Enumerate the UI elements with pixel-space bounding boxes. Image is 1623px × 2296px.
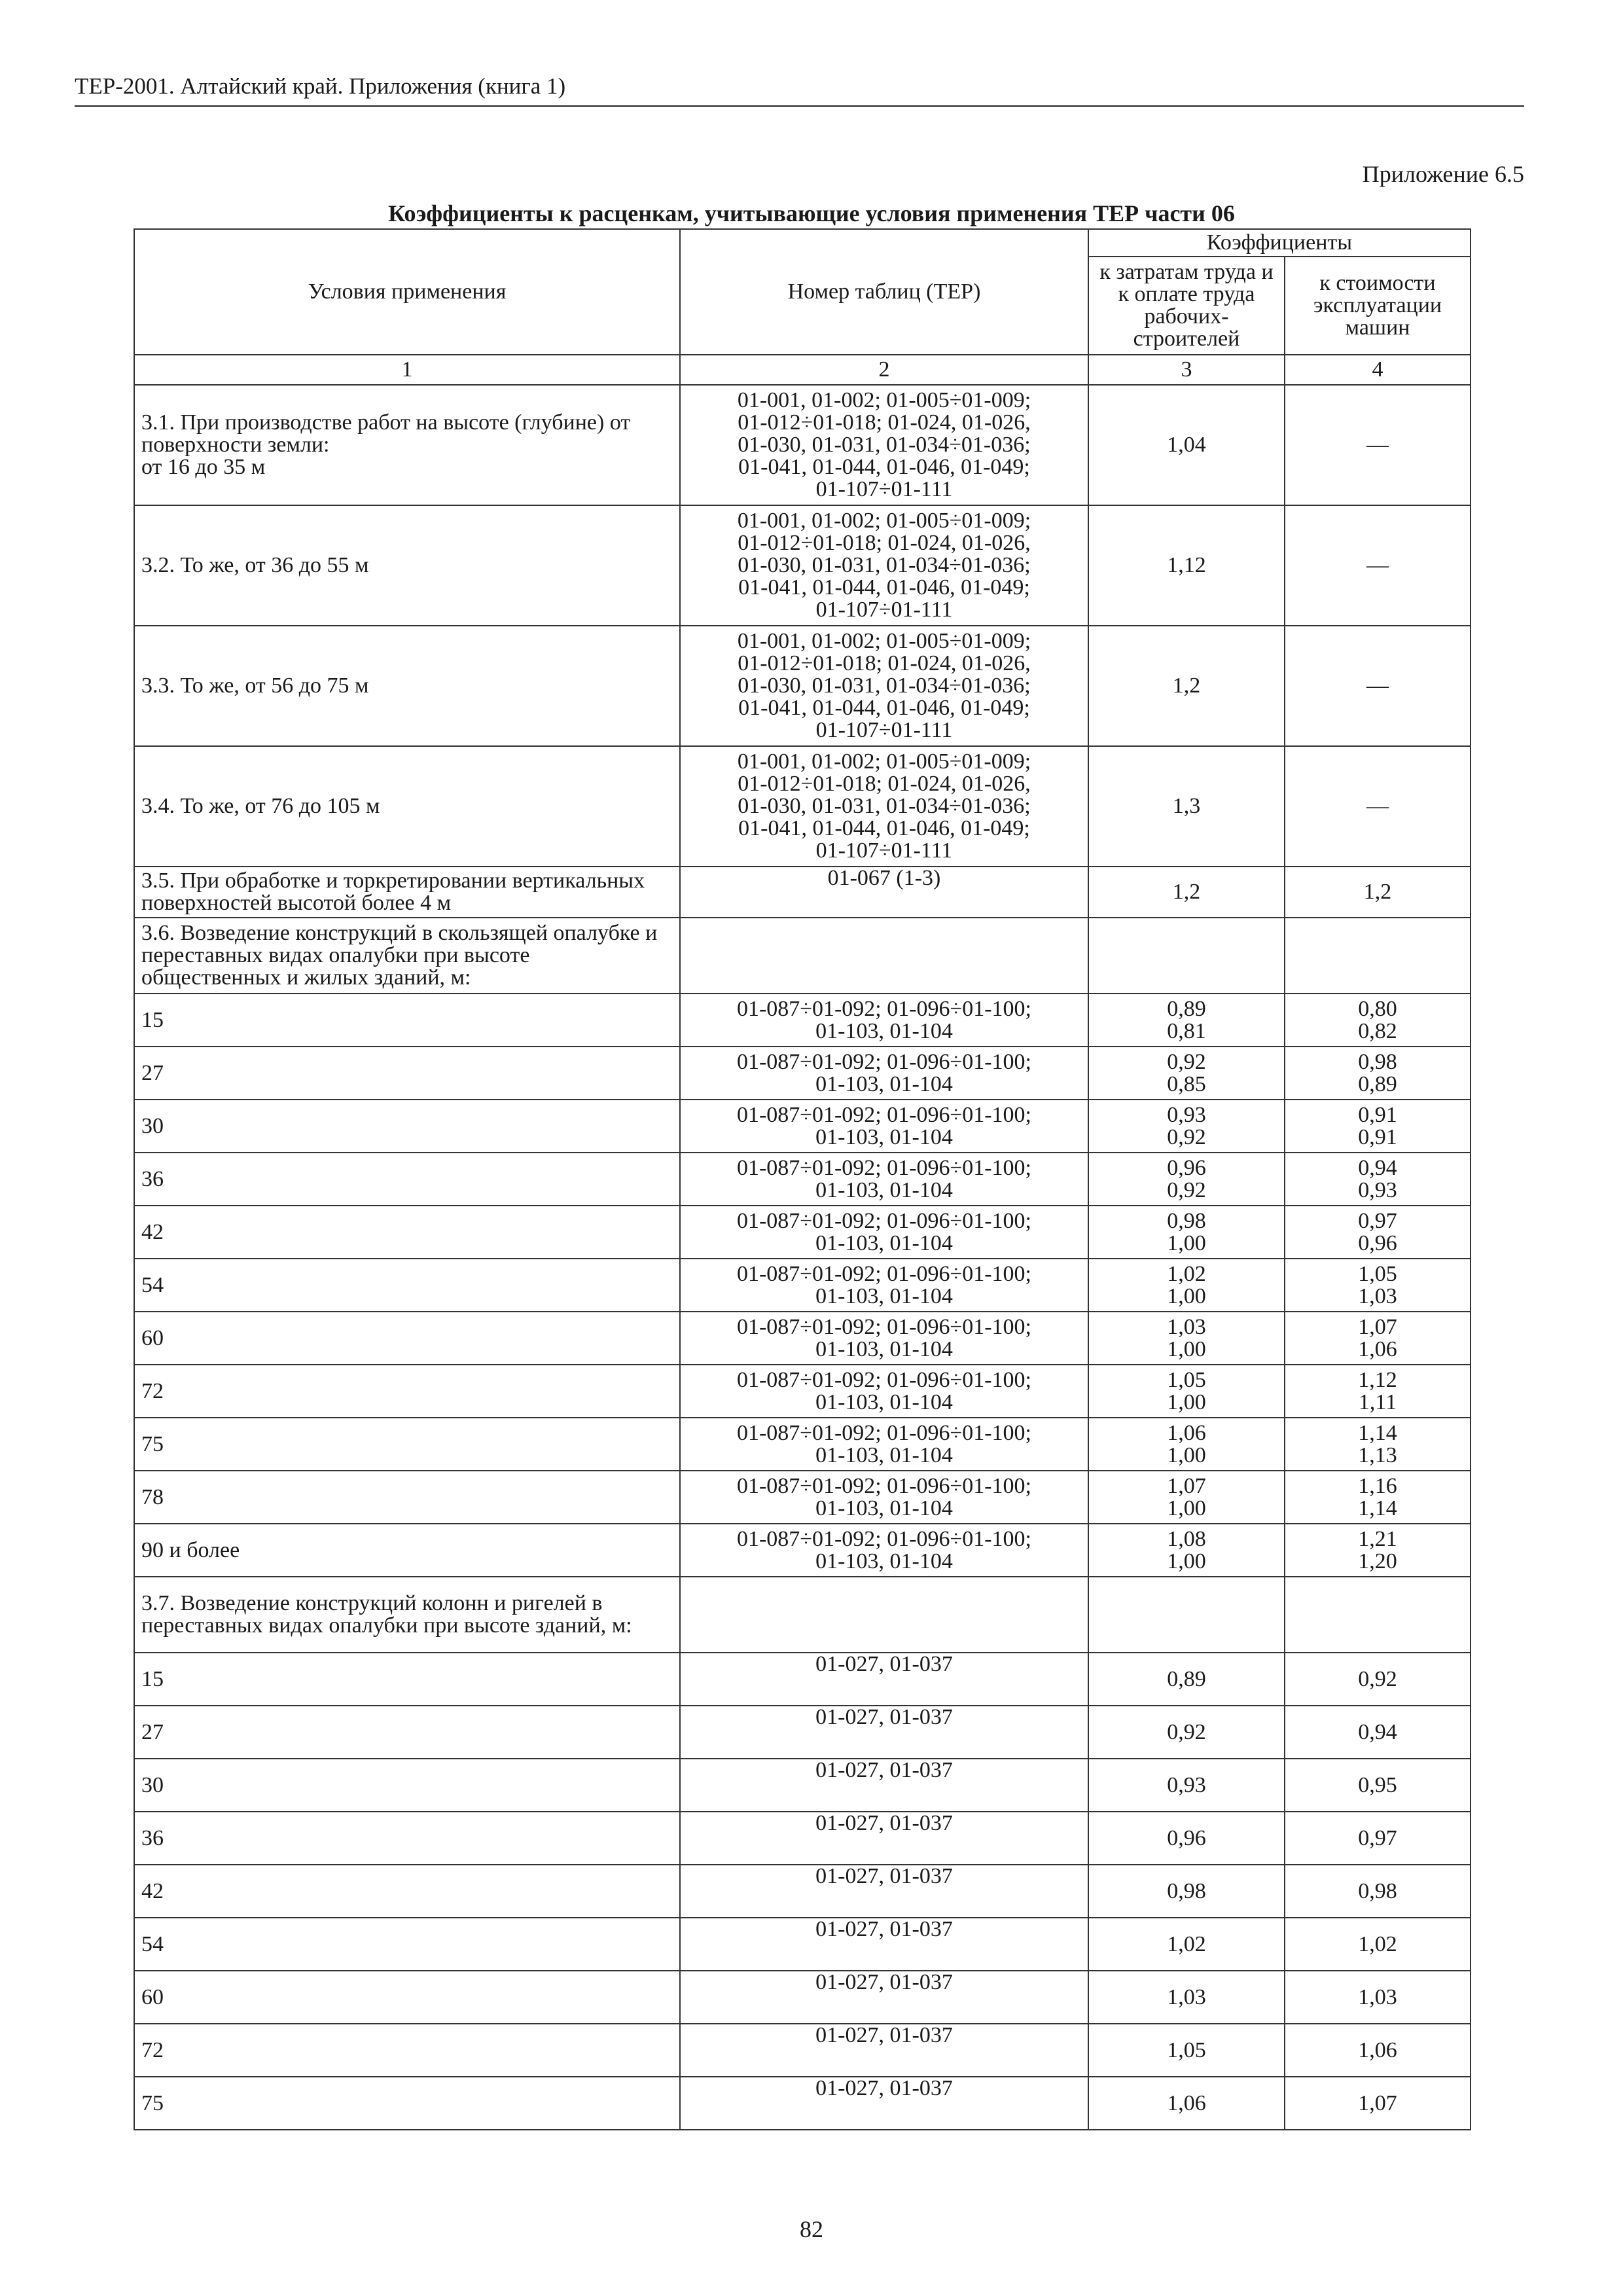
machines-coefficient-cell: 0,98: [1285, 1865, 1471, 1918]
labor-coefficient-cell: 0,93 0,92: [1088, 1100, 1285, 1153]
condition-cell: 15: [134, 994, 680, 1047]
labor-coefficient-cell: 1,02 1,00: [1088, 1259, 1285, 1312]
machines-coefficient-cell: 0,97 0,96: [1285, 1206, 1471, 1259]
table-row: [134, 1918, 1471, 1971]
table-row: [134, 2024, 1471, 2077]
labor-coefficient-cell: 0,89 0,81: [1088, 994, 1285, 1047]
machines-coefficient-cell: 1,03: [1285, 1971, 1471, 2024]
table-numbers-cell: 01-067 (1-3): [680, 867, 1088, 918]
column-number: 4: [1285, 355, 1471, 385]
condition-cell: 42: [134, 1865, 680, 1918]
header-table-numbers: Номер таблиц (ТЕР): [680, 229, 1088, 355]
condition-cell: 78: [134, 1471, 680, 1524]
table-row: [134, 867, 1471, 918]
machines-coefficient-cell: 0,91 0,91: [1285, 1100, 1471, 1153]
table-row: [134, 1259, 1471, 1312]
table-numbers-cell: 01-027, 01-037: [680, 2077, 1088, 2130]
machines-coefficient-cell: 1,07: [1285, 2077, 1471, 2130]
table-section-row: [134, 1577, 1471, 1653]
labor-coefficient-cell: [1088, 918, 1285, 994]
labor-coefficient-cell: 1,04: [1088, 385, 1285, 505]
condition-cell: 60: [134, 1312, 680, 1365]
table-numbers-cell: 01-027, 01-037: [680, 1653, 1088, 1706]
table-header: [134, 229, 1471, 385]
table-row: [134, 1524, 1471, 1577]
condition-cell: 72: [134, 1365, 680, 1418]
table-row: [134, 1706, 1471, 1759]
machines-coefficient-cell: 0,92: [1285, 1653, 1471, 1706]
labor-coefficient-cell: [1088, 1577, 1285, 1653]
running-header: ТЕР-2001. Алтайский край. Приложения (книга 1): [75, 73, 566, 99]
table-numbers-cell: 01-027, 01-037: [680, 1918, 1088, 1971]
condition-cell: 3.3. То же, от 56 до 75 м: [134, 626, 680, 746]
table-numbers-cell: 01-087÷01-092; 01-096÷01-100; 01-103, 01-104: [680, 1259, 1088, 1312]
labor-coefficient-cell: 0,96 0,92: [1088, 1153, 1285, 1206]
table-numbers-cell: 01-087÷01-092; 01-096÷01-100; 01-103, 01-104: [680, 1047, 1088, 1100]
machines-coefficient-cell: 1,14 1,13: [1285, 1418, 1471, 1471]
labor-coefficient-cell: 1,02: [1088, 1918, 1285, 1971]
header-labor-coefficient: к затратам труда и к оплате труда рабочих-строителей: [1088, 257, 1285, 355]
labor-coefficient-cell: 1,3: [1088, 746, 1285, 867]
condition-cell: 27: [134, 1047, 680, 1100]
table-numbers-cell: [680, 1577, 1088, 1653]
table-numbers-cell: 01-027, 01-037: [680, 1812, 1088, 1865]
condition-cell: 42: [134, 1206, 680, 1259]
labor-coefficient-cell: 1,03 1,00: [1088, 1312, 1285, 1365]
condition-cell: 36: [134, 1812, 680, 1865]
condition-cell: 90 и более: [134, 1524, 680, 1577]
table-row: [134, 1206, 1471, 1259]
table-row: [134, 2077, 1471, 2130]
coefficients-table: [134, 228, 1471, 2130]
labor-coefficient-cell: 1,06: [1088, 2077, 1285, 2130]
table-row: [134, 1312, 1471, 1365]
machines-coefficient-cell: 0,80 0,82: [1285, 994, 1471, 1047]
machines-coefficient-cell: 1,21 1,20: [1285, 1524, 1471, 1577]
table-numbers-cell: [680, 918, 1088, 994]
table-numbers-cell: 01-001, 01-002; 01-005÷01-009; 01-012÷01-018; 01-024, 01-026, 01-030, 01-031, 01-034÷01-036; 01-041, 01-044, 01-046, 01-049; 01-107÷01-111: [680, 505, 1088, 626]
table-numbers-cell: 01-001, 01-002; 01-005÷01-009; 01-012÷01-018; 01-024, 01-026, 01-030, 01-031, 01-034÷01-036; 01-041, 01-044, 01-046, 01-049; 01-107÷01-111: [680, 746, 1088, 867]
table-title: Коэффициенты к расценкам, учитывающие условия применения ТЕР части 06: [388, 200, 1235, 226]
labor-coefficient-cell: 0,92: [1088, 1706, 1285, 1759]
table-row: [134, 1418, 1471, 1471]
column-number: 3: [1088, 355, 1285, 385]
labor-coefficient-cell: 0,96: [1088, 1812, 1285, 1865]
condition-cell: 3.4. То же, от 76 до 105 м: [134, 746, 680, 867]
table-numbers-cell: 01-087÷01-092; 01-096÷01-100; 01-103, 01-104: [680, 1206, 1088, 1259]
column-number: 1: [134, 355, 680, 385]
labor-coefficient-cell: 1,2: [1088, 626, 1285, 746]
condition-cell: 3.6. Возведение конструкций в скользящей опалубке и переставных видах опалубки при высоте общественных и жилых зданий, м:: [134, 918, 680, 994]
labor-coefficient-cell: 0,93: [1088, 1759, 1285, 1812]
table-numbers-cell: 01-087÷01-092; 01-096÷01-100; 01-103, 01-104: [680, 1471, 1088, 1524]
condition-cell: 36: [134, 1153, 680, 1206]
labor-coefficient-cell: 1,05 1,00: [1088, 1365, 1285, 1418]
condition-cell: 15: [134, 1653, 680, 1706]
table-numbers-cell: 01-027, 01-037: [680, 1865, 1088, 1918]
table-numbers-cell: 01-001, 01-002; 01-005÷01-009; 01-012÷01-018; 01-024, 01-026, 01-030, 01-031, 01-034÷01-036; 01-041, 01-044, 01-046, 01-049; 01-107÷01-111: [680, 385, 1088, 505]
machines-coefficient-cell: 1,02: [1285, 1918, 1471, 1971]
machines-coefficient-cell: 1,2: [1285, 867, 1471, 918]
machines-coefficient-cell: [1285, 918, 1471, 994]
page-number: 82: [800, 2216, 823, 2242]
condition-cell: 3.2. То же, от 36 до 55 м: [134, 505, 680, 626]
table-numbers-cell: 01-087÷01-092; 01-096÷01-100; 01-103, 01-104: [680, 994, 1088, 1047]
condition-cell: 27: [134, 1706, 680, 1759]
labor-coefficient-cell: 1,2: [1088, 867, 1285, 918]
labor-coefficient-cell: 1,06 1,00: [1088, 1418, 1285, 1471]
condition-cell: 72: [134, 2024, 680, 2077]
machines-coefficient-cell: —: [1285, 385, 1471, 505]
labor-coefficient-cell: 1,07 1,00: [1088, 1471, 1285, 1524]
condition-cell: 30: [134, 1100, 680, 1153]
table-body: [134, 385, 1471, 2130]
table-numbers-cell: 01-087÷01-092; 01-096÷01-100; 01-103, 01-104: [680, 1365, 1088, 1418]
machines-coefficient-cell: 1,06: [1285, 2024, 1471, 2077]
labor-coefficient-cell: 1,05: [1088, 2024, 1285, 2077]
table-row: [134, 1971, 1471, 2024]
table-numbers-cell: 01-027, 01-037: [680, 1706, 1088, 1759]
table-numbers-cell: 01-001, 01-002; 01-005÷01-009; 01-012÷01-018; 01-024, 01-026, 01-030, 01-031, 01-034÷01-036; 01-041, 01-044, 01-046, 01-049; 01-107÷01-111: [680, 626, 1088, 746]
table-row: [134, 1759, 1471, 1812]
table-row: [134, 626, 1471, 746]
table-row: [134, 1047, 1471, 1100]
table-numbers-cell: 01-087÷01-092; 01-096÷01-100; 01-103, 01-104: [680, 1418, 1088, 1471]
labor-coefficient-cell: 1,12: [1088, 505, 1285, 626]
table-row: [134, 1812, 1471, 1865]
machines-coefficient-cell: 0,97: [1285, 1812, 1471, 1865]
machines-coefficient-cell: 0,98 0,89: [1285, 1047, 1471, 1100]
table-row: [134, 1100, 1471, 1153]
machines-coefficient-cell: [1285, 1577, 1471, 1653]
labor-coefficient-cell: 1,03: [1088, 1971, 1285, 2024]
labor-coefficient-cell: 0,89: [1088, 1653, 1285, 1706]
condition-cell: 3.7. Возведение конструкций колонн и ригелей в переставных видах опалубки при высоте зданий, м:: [134, 1577, 680, 1653]
column-number: 2: [680, 355, 1088, 385]
table-row: [134, 385, 1471, 505]
machines-coefficient-cell: 0,95: [1285, 1759, 1471, 1812]
machines-coefficient-cell: 0,94: [1285, 1706, 1471, 1759]
table-numbers-cell: 01-087÷01-092; 01-096÷01-100; 01-103, 01-104: [680, 1153, 1088, 1206]
condition-cell: 54: [134, 1918, 680, 1971]
header-machines-coefficient: к стоимости эксплуатации машин: [1285, 257, 1471, 355]
condition-cell: 75: [134, 2077, 680, 2130]
machines-coefficient-cell: 1,12 1,11: [1285, 1365, 1471, 1418]
labor-coefficient-cell: 0,98: [1088, 1865, 1285, 1918]
header-rule: [75, 105, 1524, 107]
table-numbers-cell: 01-027, 01-037: [680, 1759, 1088, 1812]
table-section-row: [134, 918, 1471, 994]
machines-coefficient-cell: —: [1285, 505, 1471, 626]
table-row: [134, 1865, 1471, 1918]
table-row: [134, 1365, 1471, 1418]
labor-coefficient-cell: 0,98 1,00: [1088, 1206, 1285, 1259]
table-numbers-cell: 01-087÷01-092; 01-096÷01-100; 01-103, 01-104: [680, 1100, 1088, 1153]
condition-cell: 30: [134, 1759, 680, 1812]
labor-coefficient-cell: 1,08 1,00: [1088, 1524, 1285, 1577]
condition-cell: 3.1. При производстве работ на высоте (глубине) от поверхности земли: от 16 до 35 м: [134, 385, 680, 505]
table-row: [134, 505, 1471, 626]
table-numbers-cell: 01-027, 01-037: [680, 2024, 1088, 2077]
appendix-label: Приложение 6.5: [1362, 161, 1524, 187]
table-row: [134, 746, 1471, 867]
condition-cell: 3.5. При обработке и торкретировании вертикальных поверхностей высотой более 4 м: [134, 867, 680, 918]
labor-coefficient-cell: 0,92 0,85: [1088, 1047, 1285, 1100]
table-numbers-cell: 01-087÷01-092; 01-096÷01-100; 01-103, 01-104: [680, 1524, 1088, 1577]
machines-coefficient-cell: 1,16 1,14: [1285, 1471, 1471, 1524]
table-row: [134, 994, 1471, 1047]
table-row: [134, 1471, 1471, 1524]
machines-coefficient-cell: 1,07 1,06: [1285, 1312, 1471, 1365]
header-conditions: Условия применения: [134, 229, 680, 355]
machines-coefficient-cell: 0,94 0,93: [1285, 1153, 1471, 1206]
table-row: [134, 1653, 1471, 1706]
table-numbers-cell: 01-087÷01-092; 01-096÷01-100; 01-103, 01-104: [680, 1312, 1088, 1365]
condition-cell: 60: [134, 1971, 680, 2024]
machines-coefficient-cell: —: [1285, 746, 1471, 867]
condition-cell: 75: [134, 1418, 680, 1471]
header-coefficients-group: Коэффициенты: [1088, 229, 1471, 257]
machines-coefficient-cell: 1,05 1,03: [1285, 1259, 1471, 1312]
machines-coefficient-cell: —: [1285, 626, 1471, 746]
condition-cell: 54: [134, 1259, 680, 1312]
table-row: [134, 1153, 1471, 1206]
table-numbers-cell: 01-027, 01-037: [680, 1971, 1088, 2024]
